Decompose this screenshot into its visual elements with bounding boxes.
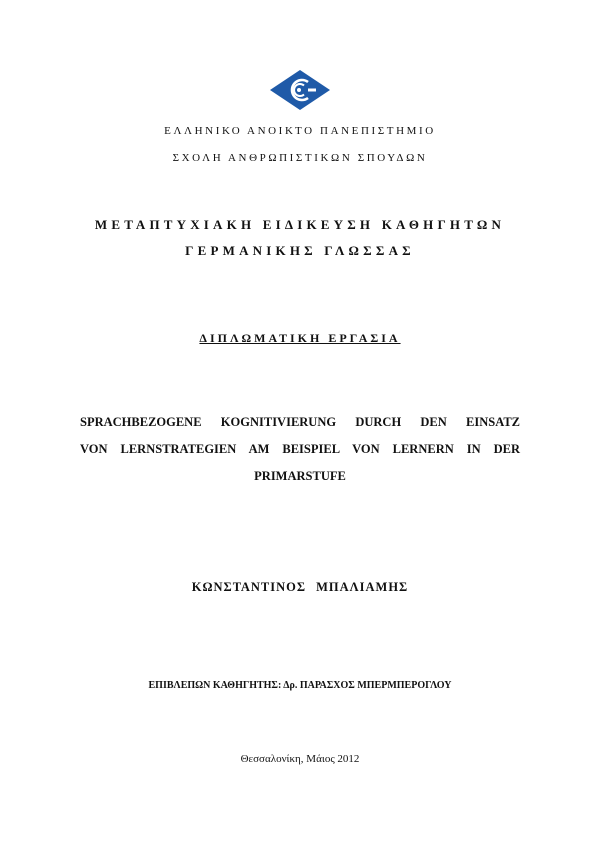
thesis-title-line-1: SPRACHBEZOGENE KOGNITIVIERUNG DURCH DEN EINSATZ bbox=[80, 415, 520, 429]
author-name: ΚΩΝΣΤΑΝΤΙΝΟΣ ΜΠΑΛΙΑΜΗΣ bbox=[191, 580, 409, 594]
supervisor-label: ΕΠΙΒΛΕΠΩΝ ΚΑΘΗΓΗΤΗΣ: bbox=[148, 680, 282, 691]
supervisor-name: Δρ. ΠΑΡΑΣΧΟΣ ΜΠΕΡΜΠΕΡΟΓΛΟΥ bbox=[283, 680, 452, 691]
document-type: ΔΙΠΛΩΜΑΤΙΚΗ ΕΡΓΑΣΙΑ bbox=[199, 331, 401, 345]
program-title-line-2: ΓΕΡΜΑΝΙΚΗΣ ΓΛΩΣΣΑΣ bbox=[185, 243, 415, 258]
school-name: ΣΧΟΛΗ ΑΝΘΡΩΠΙΣΤΙΚΩΝ ΣΠΟΥΔΩΝ bbox=[172, 152, 428, 164]
place-date: Θεσσαλονίκη, Μάιος 2012 bbox=[240, 753, 360, 765]
university-name: ΕΛΛΗΝΙΚΟ ΑΝΟΙΚΤΟ ΠΑΝΕΠΙΣΤΗΜΙΟ bbox=[164, 125, 436, 137]
program-title-line-1: ΜΕΤΑΠΤΥΧΙΑΚΗ ΕΙΔΙΚΕΥΣΗ ΚΑΘΗΓΗΤΩΝ bbox=[94, 217, 506, 232]
thesis-title-line-3: PRIMARSTUFE bbox=[254, 469, 346, 483]
thesis-title bbox=[80, 409, 520, 490]
university-emblem-icon bbox=[268, 68, 332, 112]
thesis-title-line-2: VON LERNSTRATEGIEN AM BEISPIEL VON LERNERN IN DER bbox=[80, 442, 520, 456]
supervisor bbox=[0, 680, 600, 691]
